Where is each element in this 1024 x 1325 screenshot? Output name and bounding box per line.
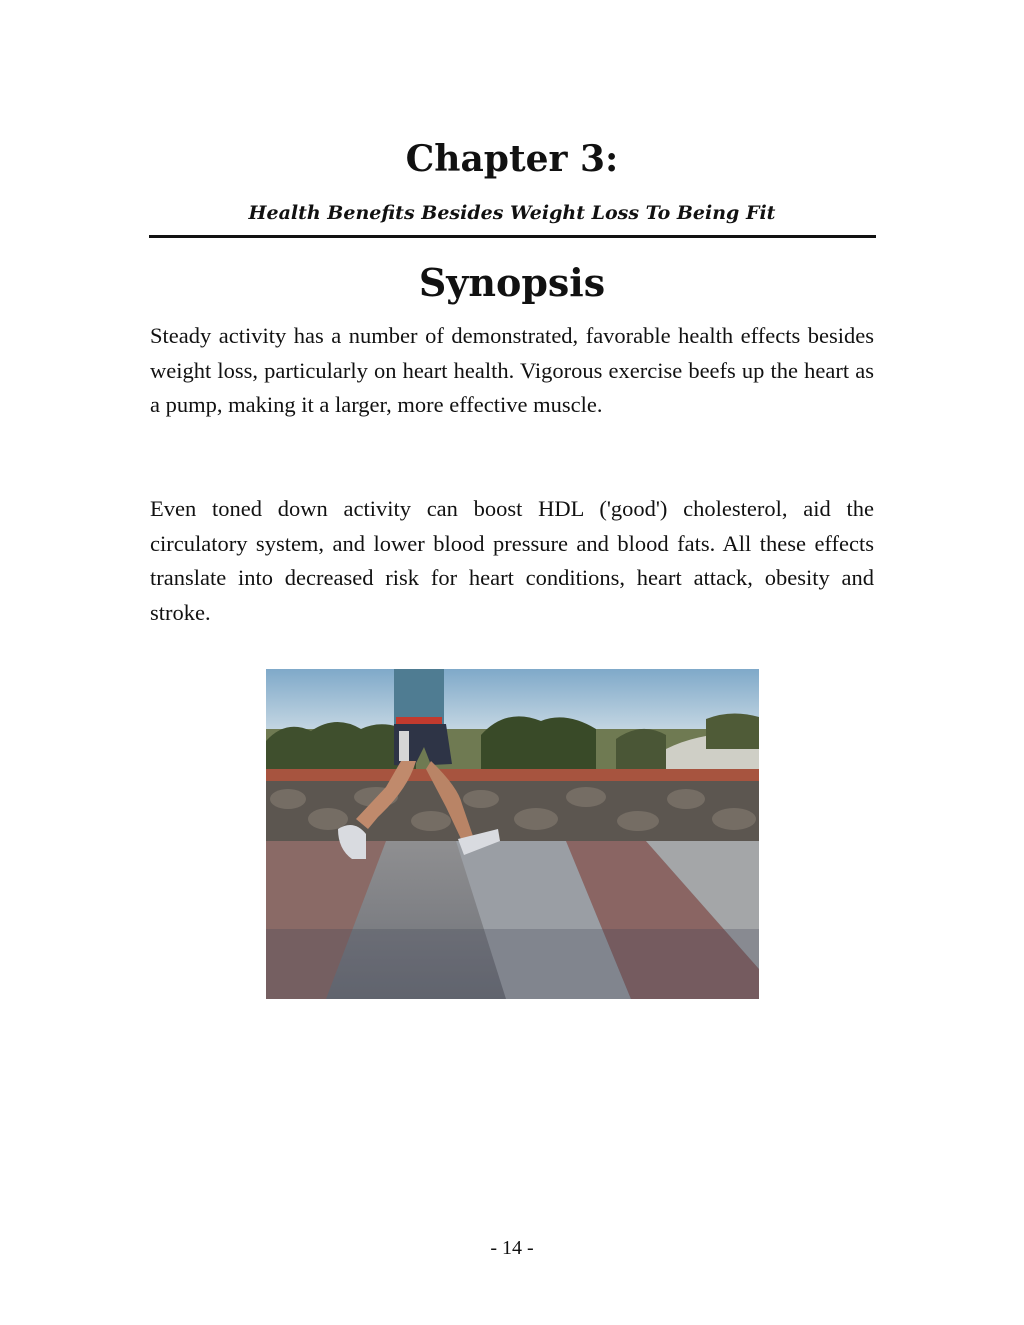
section-heading: Synopsis	[418, 260, 606, 305]
chapter-subtitle: Health Benefits Besides Weight Loss To Being Fit	[248, 202, 776, 224]
title-divider	[149, 235, 876, 238]
chapter-title: Chapter 3:	[405, 138, 619, 180]
runner-photo	[266, 669, 759, 999]
body-paragraph-1: Steady activity has a number of demonstrated, favorable health effects besides weight loss, particularly on heart health. Vigorous exercise beefs up the heart as a pump, making it a larger, more effective muscle.	[150, 323, 874, 418]
page-number: - 14 -	[490, 1237, 534, 1259]
body-paragraph-2: Even toned down activity can boost HDL ('good') cholesterol, aid the circulatory system, and lower blood pressure and blood fats. All these effects translate into decreased risk for heart conditions, heart attack, obesity and stroke.	[150, 496, 874, 625]
